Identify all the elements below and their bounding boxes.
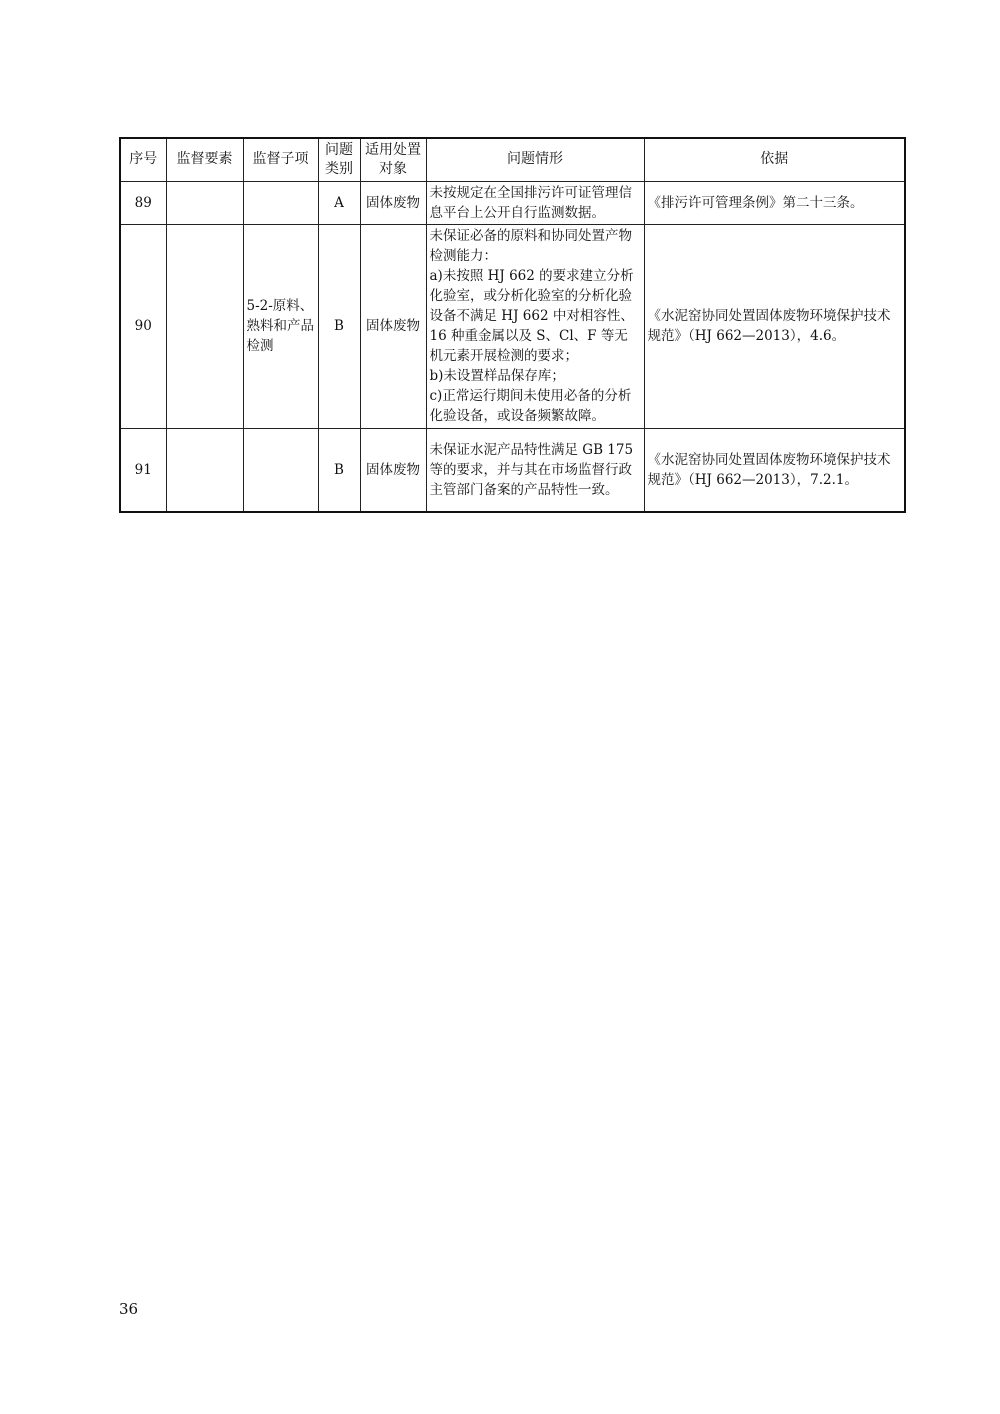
supervision-table xyxy=(119,137,906,513)
page-number: 36 xyxy=(119,1300,139,1318)
row-subitem xyxy=(243,428,318,512)
row-object: 固体废物 xyxy=(360,181,426,224)
row-issue xyxy=(426,428,644,512)
basis-line: 《水泥窑协同处置固体废物环境保护技术规范》（HJ 662—2013），4.6。 xyxy=(647,308,891,344)
table-row xyxy=(120,224,905,428)
header-no: 序号 xyxy=(120,138,166,181)
row-object: 固体废物 xyxy=(360,428,426,512)
row-category: B xyxy=(318,428,360,512)
row-basis xyxy=(644,428,905,512)
table-row xyxy=(120,181,905,224)
header-basis: 依据 xyxy=(644,138,905,181)
basis-line: 《排污许可管理条例》第二十三条。 xyxy=(647,194,864,211)
header-element: 监督要素 xyxy=(166,138,243,181)
row-issue xyxy=(426,181,644,224)
issue-line: a)未按照 HJ 662 的要求建立分析化验室，或分析化验室的分析化验设备不满足 HJ 662 中对相容性、16 种重金属以及 S、Cl、F 等无机元素开展检测的要求； xyxy=(429,268,634,364)
row-element xyxy=(166,224,243,428)
header-category: 问题类别 xyxy=(318,138,360,181)
row-basis xyxy=(644,224,905,428)
issue-line: 未保证必备的原料和协同处置产物检测能力： xyxy=(429,228,632,264)
table-row xyxy=(120,428,905,512)
header-subitem: 监督子项 xyxy=(243,138,318,181)
row-element xyxy=(166,181,243,224)
row-no: 90 xyxy=(120,224,166,428)
row-element xyxy=(166,428,243,512)
row-no: 89 xyxy=(120,181,166,224)
row-subitem xyxy=(243,181,318,224)
row-category: A xyxy=(318,181,360,224)
row-object: 固体废物 xyxy=(360,224,426,428)
table-header-row xyxy=(120,138,905,181)
row-subitem: 5-2-原料、熟料和产品检测 xyxy=(243,224,318,428)
issue-line: b)未设置样品保存库； xyxy=(429,368,565,384)
row-category: B xyxy=(318,224,360,428)
row-no: 91 xyxy=(120,428,166,512)
row-issue xyxy=(426,224,644,428)
issue-line: 未按规定在全国排污许可证管理信息平台上公开自行监测数据。 xyxy=(429,184,632,221)
header-issue: 问题情形 xyxy=(426,138,644,181)
header-object: 适用处置对象 xyxy=(360,138,426,181)
issue-line: c)正常运行期间未使用必备的分析化验设备，或设备频繁故障。 xyxy=(429,388,632,424)
basis-line: 《水泥窑协同处置固体废物环境保护技术规范》（HJ 662—2013），7.2.1。 xyxy=(647,451,891,488)
issue-line: 未保证水泥产品特性满足 GB 175 等的要求，并与其在市场监督行政主管部门备案的产品特性一致。 xyxy=(429,441,634,498)
row-basis xyxy=(644,181,905,224)
